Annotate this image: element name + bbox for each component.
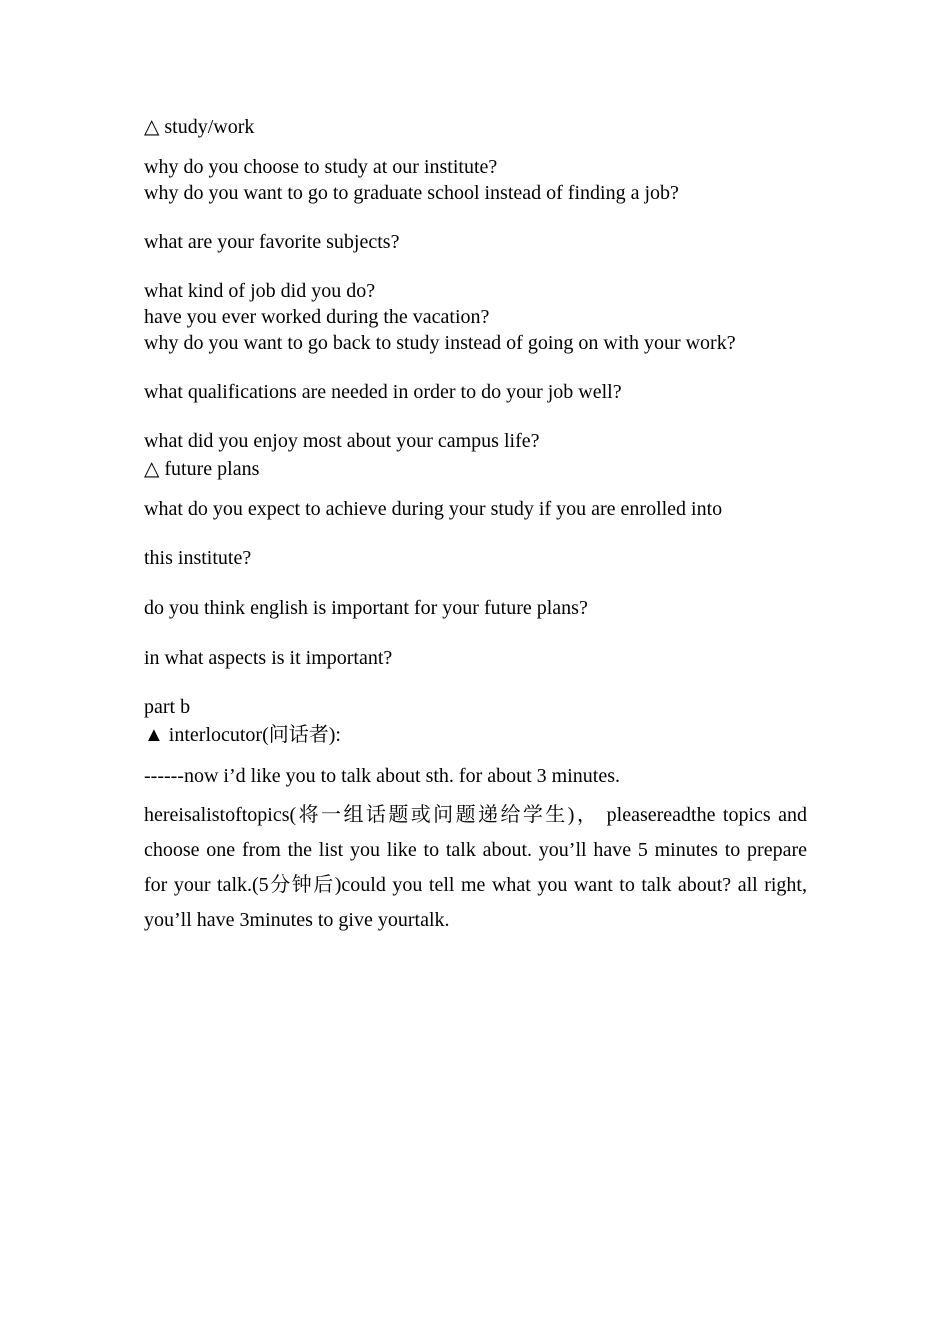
question-line: what do you expect to achieve during your study if you are enrolled into xyxy=(144,498,723,520)
interlocutor-paragraph: hereisalistoftopics(将一组话题或问题递给学生)， pleasereadthe topics and choose one from the list you like to talk about. you’ll have 5 minutes to prepare for your talk.(5分钟后)could you tell me what you want to talk about? all right, you’ll have 3minutes to give yourtalk. xyxy=(144,804,807,931)
section-heading-part-b: part b xyxy=(144,696,191,718)
question-line: this institute? xyxy=(144,547,252,569)
question-line: have you ever worked during the vacation? xyxy=(144,306,490,328)
question-line: what qualifications are needed in order to do your job well? xyxy=(144,381,622,403)
question-line: in what aspects is it important? xyxy=(144,647,393,669)
question-line: do you think english is important for your future plans? xyxy=(144,597,588,619)
question-line: why do you want to go to graduate school instead of finding a job? xyxy=(144,182,679,204)
interlocutor-label: ▲ interlocutor(问话者): xyxy=(144,724,341,746)
question-line: what did you enjoy most about your campus life? xyxy=(144,430,540,452)
question-line: what are your favorite subjects? xyxy=(144,231,400,253)
section-heading-study-work: △ study/work xyxy=(144,116,255,138)
interlocutor-line: ------now i’d like you to talk about sth. for about 3 minutes. xyxy=(144,765,621,787)
question-line: why do you choose to study at our institute? xyxy=(144,156,498,178)
section-heading-future-plans: △ future plans xyxy=(144,458,260,480)
question-line: why do you want to go back to study instead of going on with your work? xyxy=(144,332,736,354)
question-line: what kind of job did you do? xyxy=(144,280,376,302)
